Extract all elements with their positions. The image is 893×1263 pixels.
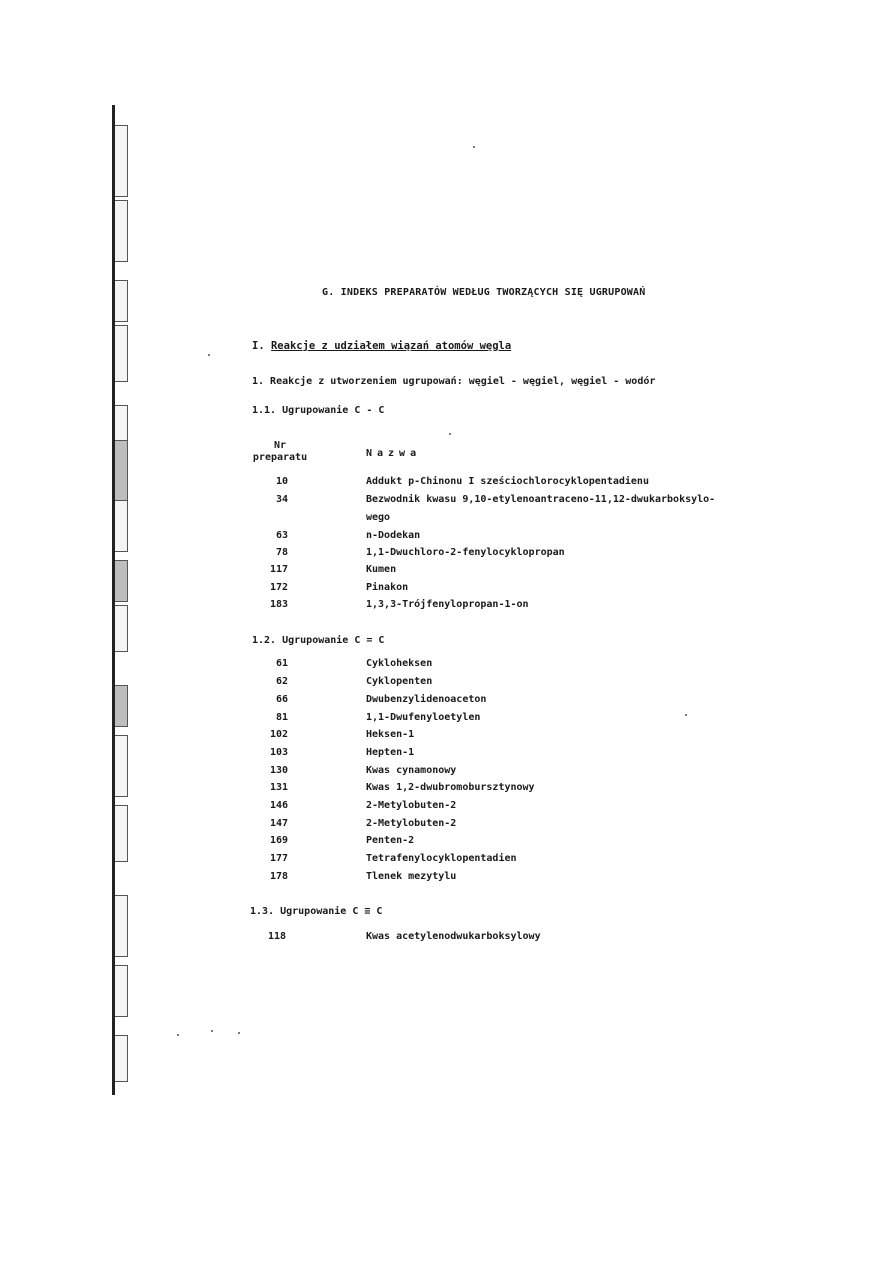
binding-edge — [108, 105, 132, 1095]
column-header-nr — [250, 440, 310, 464]
preparation-name: Penten-2 — [366, 835, 415, 846]
preparation-number: 81 — [275, 712, 288, 723]
preparation-number: 146 — [269, 800, 288, 811]
scan-speck — [208, 354, 210, 356]
preparation-number: 78 — [275, 547, 288, 558]
preparation-name: Kwas acetylenodwukarboksylowy — [366, 931, 541, 942]
preparation-number: 103 — [269, 747, 288, 758]
preparation-name: Bezwodnik kwasu 9,10-etylenoantraceno-11,12-dwukarboksylo- — [366, 494, 716, 505]
preparation-number: 130 — [269, 765, 288, 776]
preparation-name: Tlenek mezytylu — [366, 871, 457, 882]
preparation-name: Addukt p-Chinonu I sześciochlorocyklopentadienu — [366, 476, 649, 487]
preparation-name: 1,1-Dwuchloro-2-fenylocyklopropan — [366, 547, 565, 558]
scan-speck — [177, 1034, 179, 1036]
preparation-name: Pinakon — [366, 582, 409, 593]
preparation-number: 34 — [275, 494, 288, 505]
preparation-number: 118 — [267, 931, 286, 942]
preparation-number: 61 — [275, 658, 288, 669]
scan-speck — [473, 146, 475, 148]
section-prefix: I. — [252, 340, 265, 352]
column-header-name: Nazwa — [366, 448, 422, 459]
preparation-number: 66 — [275, 694, 288, 705]
preparation-name: Dwubenzylidenoaceton — [366, 694, 487, 705]
preparation-number: 178 — [269, 871, 288, 882]
preparation-name: Heksen-1 — [366, 729, 415, 740]
preparation-number: 10 — [275, 476, 288, 487]
preparation-number: 62 — [275, 676, 288, 687]
preparation-number: 63 — [275, 530, 288, 541]
preparation-name: Hepten-1 — [366, 747, 415, 758]
group-title: 1.2. Ugrupowanie C = C — [252, 635, 385, 646]
preparation-name-continued: wego — [366, 512, 391, 523]
preparation-name: Cykloheksen — [366, 658, 433, 669]
preparation-name: Kwas cynamonowy — [366, 765, 457, 776]
preparation-number: 147 — [269, 818, 288, 829]
preparation-name: Kwas 1,2-dwubromobursztynowy — [366, 782, 535, 793]
preparation-name: 1,1-Dwufenyloetylen — [366, 712, 481, 723]
index-heading: G. INDEKS PREPARATÓW WEDŁUG TWORZĄCYCH SIĘ UGRUPOWAŃ — [322, 287, 646, 298]
scan-speck — [238, 1032, 240, 1034]
preparation-number: 183 — [269, 599, 288, 610]
preparation-number: 172 — [269, 582, 288, 593]
preparation-number: 102 — [269, 729, 288, 740]
preparation-name: Tetrafenylocyklopentadien — [366, 853, 517, 864]
preparation-name: 2-Metylobuten-2 — [366, 818, 457, 829]
preparation-number: 117 — [269, 564, 288, 575]
section-title-text: Reakcje z udziałem wiązań atomów węgla — [270, 340, 512, 352]
preparation-number: 131 — [269, 782, 288, 793]
scan-speck — [449, 433, 451, 435]
preparation-number: 177 — [269, 853, 288, 864]
preparation-name: Cyklopenten — [366, 676, 433, 687]
group-title: 1.3. Ugrupowanie C ≡ C — [250, 906, 383, 917]
preparation-name: 1,3,3-Trójfenylopropan-1-on — [366, 599, 529, 610]
scan-speck — [685, 714, 687, 716]
preparation-number: 169 — [269, 835, 288, 846]
subsection-title: 1. Reakcje z utworzeniem ugrupowań: węgiel - węgiel, węgiel - wodór — [252, 376, 656, 387]
column-header-nr-sub: preparatu — [252, 452, 308, 463]
section-title — [252, 340, 511, 352]
scan-speck — [211, 1030, 213, 1032]
preparation-name: 2-Metylobuten-2 — [366, 800, 457, 811]
column-header-nr-label: Nr — [273, 440, 287, 451]
preparation-name: n-Dodekan — [366, 530, 421, 541]
preparation-name: Kumen — [366, 564, 397, 575]
group-title: 1.1. Ugrupowanie C - C — [252, 405, 385, 416]
